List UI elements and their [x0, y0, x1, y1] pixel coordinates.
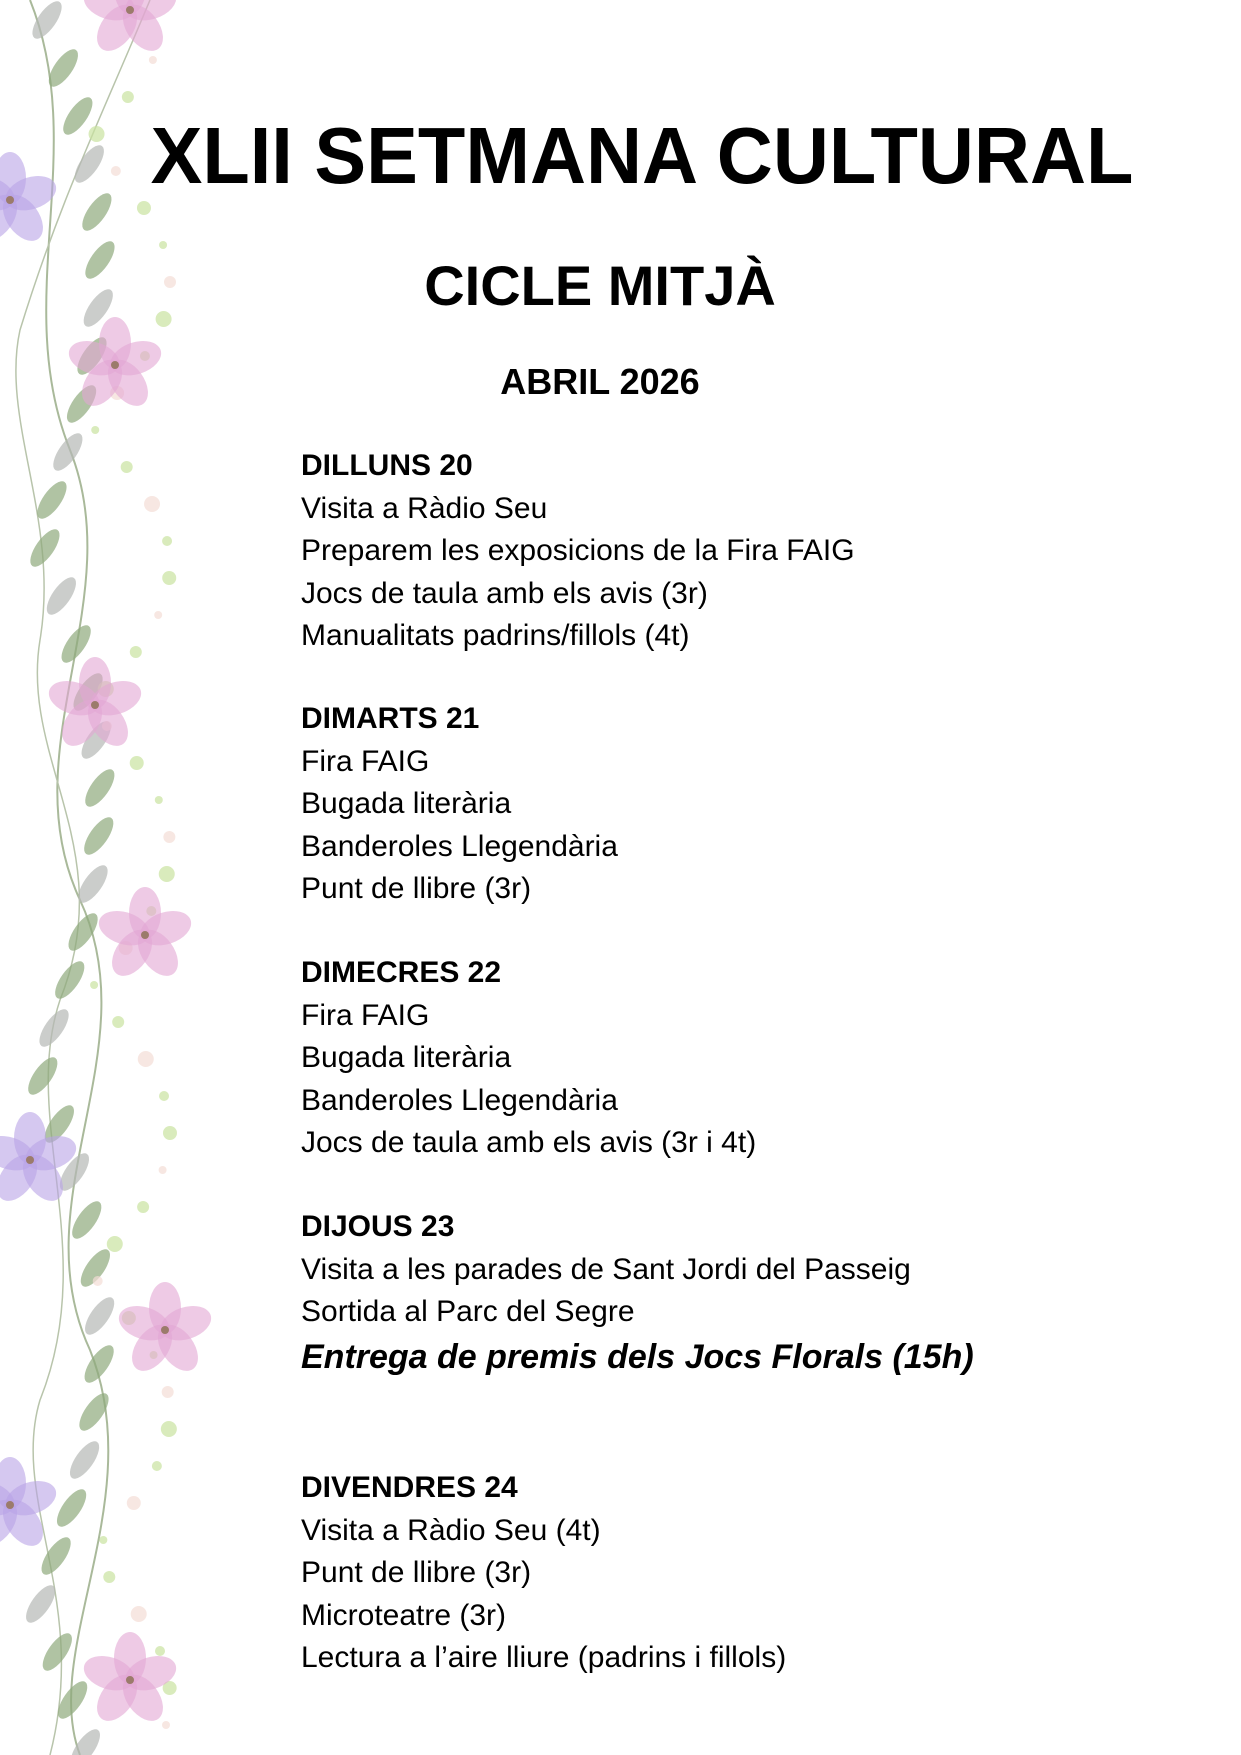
- activity-item: Manualitats padrins/fillols (4t): [301, 619, 690, 653]
- day-title: DILLUNS 20: [301, 449, 473, 482]
- day-section-dijous: [301, 1206, 974, 1380]
- flower-center: [141, 931, 149, 939]
- dot-shape: [137, 1201, 149, 1213]
- dot-shape: [159, 241, 167, 249]
- dot-shape: [130, 646, 142, 658]
- leaf-shape: [65, 1437, 105, 1483]
- activity-item: Lectura a l’aire lliure (padrins i fillols): [301, 1641, 787, 1675]
- month-label: ABRIL 2026: [500, 361, 700, 402]
- day-section-divendres: [301, 1467, 786, 1680]
- dot-shape: [112, 1016, 124, 1028]
- activity-item: Punt de llibre (3r): [301, 872, 532, 906]
- leaf-shape: [52, 1485, 92, 1531]
- dot-shape: [127, 1496, 141, 1510]
- dot-shape: [90, 981, 98, 989]
- leaf-shape: [80, 1293, 120, 1339]
- dot-shape: [161, 1421, 177, 1437]
- page-title: XLII SETMANA CULTURAL: [150, 111, 1134, 200]
- dot-shape: [162, 571, 176, 585]
- leaf-shape: [41, 573, 81, 619]
- flower-center: [6, 1501, 14, 1509]
- dot-shape: [159, 1091, 169, 1101]
- leaf-shape: [32, 477, 72, 523]
- dot-shape: [159, 1166, 167, 1174]
- flower-center: [161, 1326, 169, 1334]
- leaf-shape: [37, 1629, 77, 1675]
- dot-shape: [93, 1276, 103, 1286]
- leaf-shape: [48, 429, 88, 475]
- day-title: DIMARTS 21: [301, 702, 480, 735]
- activity-item: Punt de llibre (3r): [301, 1556, 532, 1590]
- dot-shape: [154, 611, 162, 619]
- dot-shape: [163, 831, 175, 843]
- dot-shape: [163, 1126, 177, 1140]
- leaf-shape: [21, 1581, 61, 1627]
- dot-shape: [162, 1721, 170, 1729]
- day-title: DIJOUS 23: [301, 1210, 455, 1243]
- leaf-shape: [36, 1533, 76, 1579]
- dot-shape: [107, 1236, 123, 1252]
- dot-shape: [131, 1606, 147, 1622]
- activity-item: Microteatre (3r): [301, 1598, 507, 1632]
- leaf-shape: [50, 957, 90, 1003]
- leaf-shape: [25, 525, 65, 571]
- activity-item-highlight: Entrega de premis dels Jocs Florals (15h): [301, 1337, 974, 1376]
- leaf-shape: [79, 813, 119, 859]
- dot-shape: [152, 1461, 162, 1471]
- dot-shape: [99, 1536, 107, 1544]
- page-subtitle: CICLE MITJÀ: [424, 254, 776, 317]
- dot-shape: [144, 496, 160, 512]
- day-section-dimecres: [301, 952, 756, 1165]
- dot-shape: [103, 1571, 115, 1583]
- flower-center: [6, 196, 14, 204]
- leaf-shape: [65, 1725, 105, 1755]
- activity-item: Jocs de taula amb els avis (3r): [301, 576, 708, 610]
- flower-center: [91, 701, 99, 709]
- activity-item: Bugada literària: [301, 1041, 512, 1075]
- activity-item: Visita a Ràdio Seu (4t): [301, 1513, 601, 1547]
- dot-shape: [130, 756, 144, 770]
- leaf-shape: [67, 1197, 107, 1243]
- dot-shape: [162, 1386, 174, 1398]
- activity-item: Visita a les parades de Sant Jordi del Passeig: [301, 1252, 911, 1286]
- dot-shape: [155, 1646, 165, 1656]
- dot-shape: [155, 796, 163, 804]
- leaf-shape: [63, 909, 103, 955]
- dot-shape: [149, 56, 157, 64]
- flower-center: [126, 6, 134, 14]
- dot-shape: [138, 1051, 154, 1067]
- leaf-shape: [23, 1053, 63, 1099]
- dot-shape: [162, 536, 172, 546]
- dot-shape: [91, 426, 99, 434]
- day-section-dimarts: [301, 698, 618, 911]
- flower-center: [26, 1156, 34, 1164]
- dot-shape: [121, 461, 133, 473]
- leaf-shape: [34, 1005, 74, 1051]
- dot-shape: [159, 866, 175, 882]
- day-title: DIVENDRES 24: [301, 1471, 518, 1504]
- activity-item: Preparem les exposicions de la Fira FAIG: [301, 534, 855, 568]
- dot-shape: [122, 91, 134, 103]
- flower-center: [126, 1676, 134, 1684]
- activity-item: Banderoles Llegendària: [301, 1083, 618, 1117]
- activity-item: Sortida al Parc del Segre: [301, 1295, 635, 1329]
- activity-item: Fira FAIG: [301, 998, 430, 1032]
- activity-item: Jocs de taula amb els avis (3r i 4t): [301, 1126, 757, 1160]
- activity-item: Banderoles Llegendària: [301, 829, 618, 863]
- day-title: DIMECRES 22: [301, 956, 502, 989]
- day-section-dilluns: [301, 445, 855, 658]
- activity-item: Bugada literària: [301, 787, 512, 821]
- dot-shape: [137, 201, 151, 215]
- leaf-shape: [80, 765, 120, 811]
- activity-item: Fira FAIG: [301, 744, 430, 778]
- activity-item: Visita a Ràdio Seu: [301, 491, 548, 525]
